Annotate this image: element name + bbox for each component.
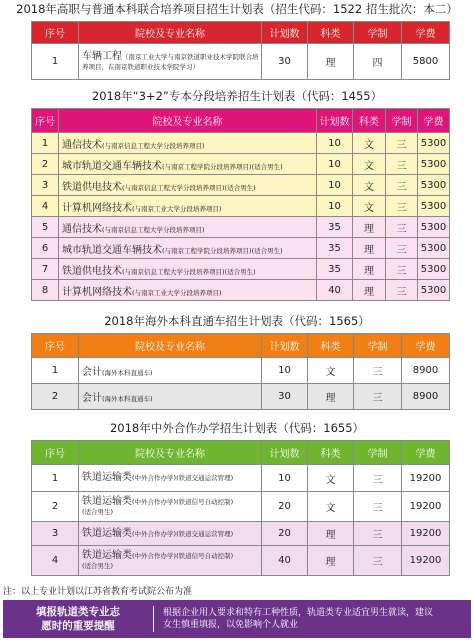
row-fee: 5300	[418, 217, 450, 238]
table-row	[32, 522, 450, 546]
row-plan: 30	[262, 384, 308, 410]
row-no: 8	[32, 280, 59, 301]
row-category: 文	[353, 154, 386, 175]
program-note: (与南京信息工程大学分段培养项目)(适合男生)	[122, 267, 256, 276]
program-name: 铁道供电技术	[62, 181, 122, 193]
table-row	[32, 465, 450, 492]
row-category: 理	[308, 384, 354, 410]
row-no: 3	[32, 175, 59, 196]
row-years: 三	[386, 259, 418, 280]
banner-heading-line2: 愿时的重要提醒	[41, 620, 115, 632]
footnote: 注：以上专业计划以江苏省教育考试院公布为准	[3, 587, 193, 597]
table2	[31, 108, 450, 301]
row-name	[59, 259, 317, 280]
program-note: （南京工业大学与南京铁道职业技术学院联合培养项目，在南京铁道职业技术学院学习）	[82, 52, 259, 71]
row-category: 理	[353, 217, 386, 238]
row-fee: 5300	[418, 280, 450, 301]
row-category: 理	[308, 44, 354, 80]
row-name	[79, 465, 262, 492]
row-fee: 5300	[418, 238, 450, 259]
table3	[31, 333, 450, 410]
row-category: 文	[308, 358, 354, 384]
program-name: 城市轨道交通车辆技术	[62, 160, 162, 172]
header-name: 院校及专业名称	[59, 109, 317, 133]
row-name	[79, 546, 262, 576]
row-name	[79, 522, 262, 546]
row-years: 三	[386, 217, 418, 238]
table3-title: 2018年海外本科直通车招生计划表（代码：1565）	[104, 314, 370, 328]
header-plan: 计划数	[262, 334, 308, 358]
program-name: 铁道运输类	[82, 495, 132, 507]
table-row	[32, 133, 450, 154]
header-no: 序号	[32, 109, 59, 133]
row-category: 理	[308, 522, 354, 546]
program-note: (中外合作办学)(铁道交通运营管理)	[132, 529, 234, 538]
program-note: (海外本科直通车)	[102, 369, 153, 377]
table-row	[32, 175, 450, 196]
row-category: 文	[353, 196, 386, 217]
table1	[31, 21, 450, 80]
row-fee: 19200	[402, 522, 450, 546]
table-row	[32, 280, 450, 301]
program-name: 铁道运输类	[82, 472, 132, 483]
table4	[31, 440, 450, 576]
row-name	[79, 44, 262, 80]
row-plan: 40	[262, 546, 308, 576]
table-row	[32, 259, 450, 280]
row-fee: 5300	[418, 175, 450, 196]
table-row	[32, 238, 450, 259]
program-name: 铁道运输类	[82, 527, 132, 539]
row-name	[59, 175, 317, 196]
row-no: 1	[32, 465, 79, 492]
row-years: 三	[354, 492, 402, 522]
header-category: 科类	[308, 441, 354, 465]
row-years: 三	[386, 154, 418, 175]
row-name	[59, 217, 317, 238]
row-no: 5	[32, 217, 59, 238]
row-no: 4	[32, 196, 59, 217]
row-category: 理	[308, 546, 354, 576]
row-fee: 19200	[402, 465, 450, 492]
row-category: 理	[353, 280, 386, 301]
header-years: 学制	[354, 441, 402, 465]
row-fee: 5300	[418, 196, 450, 217]
header-no: 序号	[32, 334, 79, 358]
header-category: 科类	[308, 334, 354, 358]
row-category: 文	[308, 492, 354, 522]
row-category: 文	[353, 133, 386, 154]
header-years: 学制	[386, 109, 418, 133]
header-category: 科类	[308, 22, 354, 44]
program-name: 铁道运输类	[82, 549, 132, 561]
table-row	[32, 492, 450, 522]
program-name: 通信技术	[62, 223, 102, 235]
program-note: (海外本科直通车)	[102, 395, 153, 403]
row-name	[79, 492, 262, 522]
table-row	[32, 44, 450, 80]
row-no: 4	[32, 546, 79, 576]
table-row	[32, 196, 450, 217]
row-no: 2	[32, 492, 79, 522]
header-plan: 计划数	[262, 22, 308, 44]
reminder-banner	[3, 600, 471, 638]
program-note: (中外合作办学)(铁道交通运营管理)	[132, 474, 234, 482]
row-years: 三	[386, 238, 418, 259]
row-plan: 35	[317, 238, 353, 259]
row-name	[59, 238, 317, 259]
banner-text-line2: 女生慎重填报，以免影响个人就业	[163, 620, 299, 630]
header-fee: 学费	[418, 109, 450, 133]
program-note: (与南京工程学院分段培养项目)(适合男生)	[162, 246, 283, 255]
row-no: 1	[32, 358, 79, 384]
row-plan: 35	[317, 217, 353, 238]
row-plan: 10	[317, 133, 353, 154]
row-category: 理	[353, 238, 386, 259]
program-note: (中外合作办学)(铁道信号自动控制)	[132, 551, 234, 560]
header-no: 序号	[32, 22, 79, 44]
row-years: 三	[354, 546, 402, 576]
program-note: (中外合作办学)(铁道信号自动控制)	[132, 497, 234, 506]
program-name: 计算机网络技术	[62, 286, 132, 298]
header-plan: 计划数	[317, 109, 353, 133]
table-row	[32, 546, 450, 576]
header-years: 学制	[354, 22, 402, 44]
row-plan: 10	[317, 175, 353, 196]
row-fee: 5300	[418, 133, 450, 154]
row-plan: 10	[262, 465, 308, 492]
table-row	[32, 154, 450, 175]
banner-heading-line1: 填报轨道类专业志	[36, 606, 120, 618]
header-category: 科类	[353, 109, 386, 133]
row-plan: 30	[262, 44, 308, 80]
row-years: 三	[354, 358, 402, 384]
header-name: 院校及专业名称	[79, 441, 262, 465]
header-name: 院校及专业名称	[79, 22, 262, 44]
program-name: 铁道供电技术	[62, 265, 122, 277]
row-name	[59, 154, 317, 175]
header-no: 序号	[32, 441, 79, 465]
row-plan: 20	[262, 492, 308, 522]
row-category: 文	[308, 465, 354, 492]
table-row	[32, 217, 450, 238]
program-name: 会计	[82, 367, 102, 378]
row-name	[59, 196, 317, 217]
banner-divider	[153, 606, 154, 632]
row-category: 文	[353, 175, 386, 196]
row-no: 6	[32, 238, 59, 259]
table-row	[32, 358, 450, 384]
row-fee: 8900	[402, 384, 450, 410]
header-plan: 计划数	[262, 441, 308, 465]
header-fee: 学费	[402, 441, 450, 465]
program-name: 会计	[82, 393, 102, 404]
row-plan: 40	[317, 280, 353, 301]
table4-title: 2018年中外合作办学招生计划表（代码：1655）	[109, 421, 365, 435]
row-years: 四	[354, 44, 402, 80]
row-plan: 35	[317, 259, 353, 280]
row-no: 1	[32, 44, 79, 80]
row-years: 三	[354, 465, 402, 492]
row-years: 三	[354, 384, 402, 410]
row-fee: 19200	[402, 492, 450, 522]
program-note: (与南京工业大学分段培养项目)	[132, 288, 222, 297]
program-note: (与南京信息工程大学分段培养项目)	[102, 141, 205, 150]
row-years: 三	[386, 196, 418, 217]
program-extra: (适合男生)	[82, 561, 114, 570]
banner-text	[163, 600, 463, 638]
banner-text-line1: 根据企业用人要求和特有工种性质，轨道类专业适宜男生就读，建议	[163, 608, 434, 618]
header-name: 院校及专业名称	[79, 334, 262, 358]
program-note: (与南京工程学院分段培养项目)(适合男生)	[162, 162, 283, 171]
row-fee: 19200	[402, 546, 450, 576]
row-years: 三	[386, 175, 418, 196]
program-name: 计算机网络技术	[62, 202, 132, 214]
row-no: 1	[32, 133, 59, 154]
row-plan: 20	[262, 522, 308, 546]
row-plan: 10	[262, 358, 308, 384]
row-years: 三	[386, 133, 418, 154]
row-category: 理	[353, 259, 386, 280]
program-name: 城市轨道交通车辆技术	[62, 244, 162, 256]
row-fee: 5300	[418, 154, 450, 175]
banner-heading	[3, 600, 153, 638]
row-plan: 10	[317, 196, 353, 217]
row-fee: 8900	[402, 358, 450, 384]
row-plan: 10	[317, 154, 353, 175]
row-name	[59, 280, 317, 301]
program-note: (与南京工业大学分段培养项目)	[132, 204, 222, 213]
row-years: 三	[354, 522, 402, 546]
row-no: 2	[32, 384, 79, 410]
row-name	[59, 133, 317, 154]
program-note: (与南京信息工程大学分段培养项目)	[102, 225, 205, 234]
header-years: 学制	[354, 334, 402, 358]
table-row	[32, 384, 450, 410]
table1-title: 2018年高职与普通本科联合培养项目招生计划表（招生代码：1522 招生批次：本二）	[16, 2, 458, 16]
header-fee: 学费	[402, 22, 450, 44]
row-fee: 5300	[418, 259, 450, 280]
row-name	[79, 384, 262, 410]
row-no: 2	[32, 154, 59, 175]
program-extra: (适合男生)	[82, 507, 114, 516]
program-note: (与南京信息工程大学分段培养项目)(适合男生)	[122, 183, 256, 192]
row-name	[79, 358, 262, 384]
program-name: 车辆工程	[82, 50, 122, 62]
row-no: 7	[32, 259, 59, 280]
table2-title: 2018年“3+2”专本分段培养招生计划表（代码：1455）	[91, 89, 383, 103]
program-name: 通信技术	[62, 139, 102, 151]
header-fee: 学费	[402, 334, 450, 358]
row-fee: 5800	[402, 44, 450, 80]
row-years: 三	[386, 280, 418, 301]
row-no: 3	[32, 522, 79, 546]
